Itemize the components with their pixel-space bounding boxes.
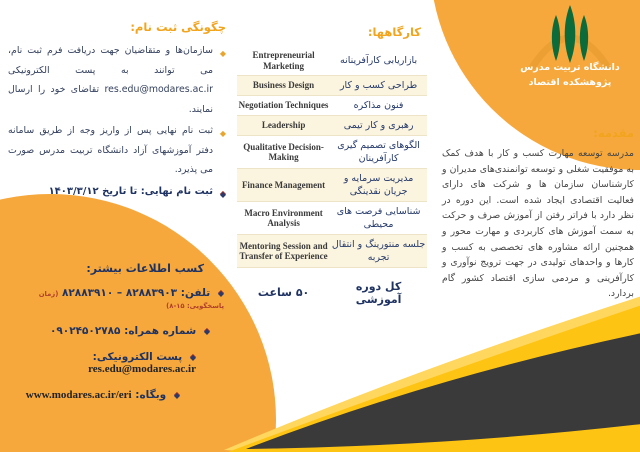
table-row	[237, 46, 427, 76]
workshop-name-en: Mentoring Session and Transfer of Experience	[239, 240, 328, 261]
registration-deadline	[8, 182, 226, 202]
flower-bullet-icon: ◆	[219, 189, 226, 199]
intro-paragraph: مدرسه توسعه مهارت کسب و کار با هدف کمک به موفقیت شغلی و توسعه توانمندی‌های مدیران و کارشناسان سازمان ها و شرکت های دارای فعالیت اقتصادی ایجاد شده است. این دوره در نظر دارد با فراتر رفتن از آموزش صرف و حرکت به سمت آموزش های کاربردی و مهارت محور و همچنین ارائه مشاوره های تخصصی به کسب و کارها و واحدهای تولیدی در جهت ترویج نوآوری و کارآفرینی و مردمی سازی اقتصاد کشور گام بردارد.	[442, 148, 634, 300]
workshop-name-fa: فنون مذاکره	[353, 100, 404, 111]
workshop-name-fa: جلسه منتورینگ و انتقال تجربه	[331, 239, 426, 263]
university-name: دانشگاه تربیت مدرس	[520, 62, 620, 73]
phone-line	[0, 287, 234, 311]
workshop-name-fa: مدیریت سرمایه و جریان نقدینگی	[343, 173, 414, 197]
workshop-name-en: Negotiation Techniques	[238, 100, 329, 111]
table-row	[237, 202, 427, 235]
workshops-table	[237, 46, 427, 309]
workshop-name-en: Business Design	[252, 80, 315, 91]
workshop-name-fa: بازاریابی کارآفرینانه	[340, 55, 418, 66]
workshops-heading: کارگاهها:	[367, 25, 421, 39]
table-row	[237, 136, 427, 169]
course-total-hours: ۵۰ ساعت	[257, 285, 310, 299]
university-wordmark	[498, 61, 640, 90]
course-total-row	[237, 277, 427, 309]
intro-heading: مقدمه:	[593, 126, 634, 140]
email-label: پست الکترونیکی:	[92, 351, 183, 363]
table-row	[237, 76, 427, 96]
flower-bullet-icon: ◆	[173, 391, 180, 400]
table-row	[237, 116, 427, 136]
intro-section	[442, 126, 634, 302]
institute-name: پژوهشکده اقتصاد	[528, 76, 612, 88]
website-url[interactable]: www.modares.ac.ir/eri	[25, 389, 132, 401]
table-row	[237, 235, 427, 268]
workshop-name-fa: شناسایی فرصت های محیطی	[336, 206, 421, 230]
workshop-name-fa: رهبری و کار تیمی	[343, 120, 414, 131]
phone-label: تلفن:	[180, 287, 211, 299]
registration-item	[8, 41, 226, 119]
workshop-name-en: Macro Environment Analysis	[244, 207, 323, 228]
registration-item-text: ثبت نام نهایی پس از واریز وجه از طریق سامانه دفتر آموزشهای آزاد دانشگاه تربیت مدرس صورت می پذیرد.	[8, 125, 213, 175]
registration-item	[8, 121, 226, 180]
workshop-name-fa: الگوهای تصمیم گیری کارآفرینان	[337, 140, 420, 164]
table-row	[237, 96, 427, 116]
registration-item-text: سازمان‌ها و متقاضیان جهت دریافت فرم ثبت نام، می توانند به پست الکترونیکی res.edu@modares.ac.ir تقاضای خود را ارسال نمایند.	[8, 45, 213, 115]
flower-bullet-icon: ◆	[219, 129, 226, 138]
contact-section	[0, 262, 234, 415]
flower-bullet-icon: ◆	[217, 289, 224, 298]
flower-bullet-icon: ◆	[203, 327, 210, 336]
contact-heading: کسب اطلاعات بیشتر:	[86, 262, 204, 275]
registration-list	[8, 41, 226, 201]
mobile-value: ۰۹۰۲۴۵۰۲۷۸۵	[49, 325, 121, 337]
workshop-name-en: Entrepreneurial Marketing	[252, 50, 315, 71]
registration-heading: چگونگی ثبت نام:	[130, 20, 226, 34]
flower-bullet-icon: ◆	[219, 49, 226, 58]
workshop-name-en: Finance Management	[241, 179, 326, 190]
phone-value: ۸۲۸۸۳۹۰۳ – ۸۲۸۸۳۹۱۰	[61, 287, 178, 299]
registration-deadline-text: ثبت نام نهایی: تا تاریخ ۱۴۰۳/۳/۱۲	[48, 185, 213, 197]
email-address[interactable]: res.edu@modares.ac.ir	[88, 363, 196, 375]
website-label: وبگاه:	[135, 389, 167, 401]
workshop-name-en: Qualitative Decision-Making	[243, 141, 324, 162]
email-line	[0, 351, 234, 375]
website-line	[0, 389, 234, 401]
table-row	[237, 169, 427, 202]
flower-bullet-icon: ◆	[189, 353, 196, 362]
workshop-name-en: Leadership	[261, 120, 306, 131]
registration-section	[8, 20, 226, 203]
course-total-label: کل دوره آموزشی	[355, 280, 402, 306]
mobile-label: شماره همراه:	[124, 325, 197, 337]
mobile-line	[0, 325, 234, 337]
phone-hours-note: (زمان پاسخگویی: ۱۵-۸)	[38, 290, 224, 310]
workshop-name-fa: طراحی کسب و کار	[339, 80, 418, 91]
